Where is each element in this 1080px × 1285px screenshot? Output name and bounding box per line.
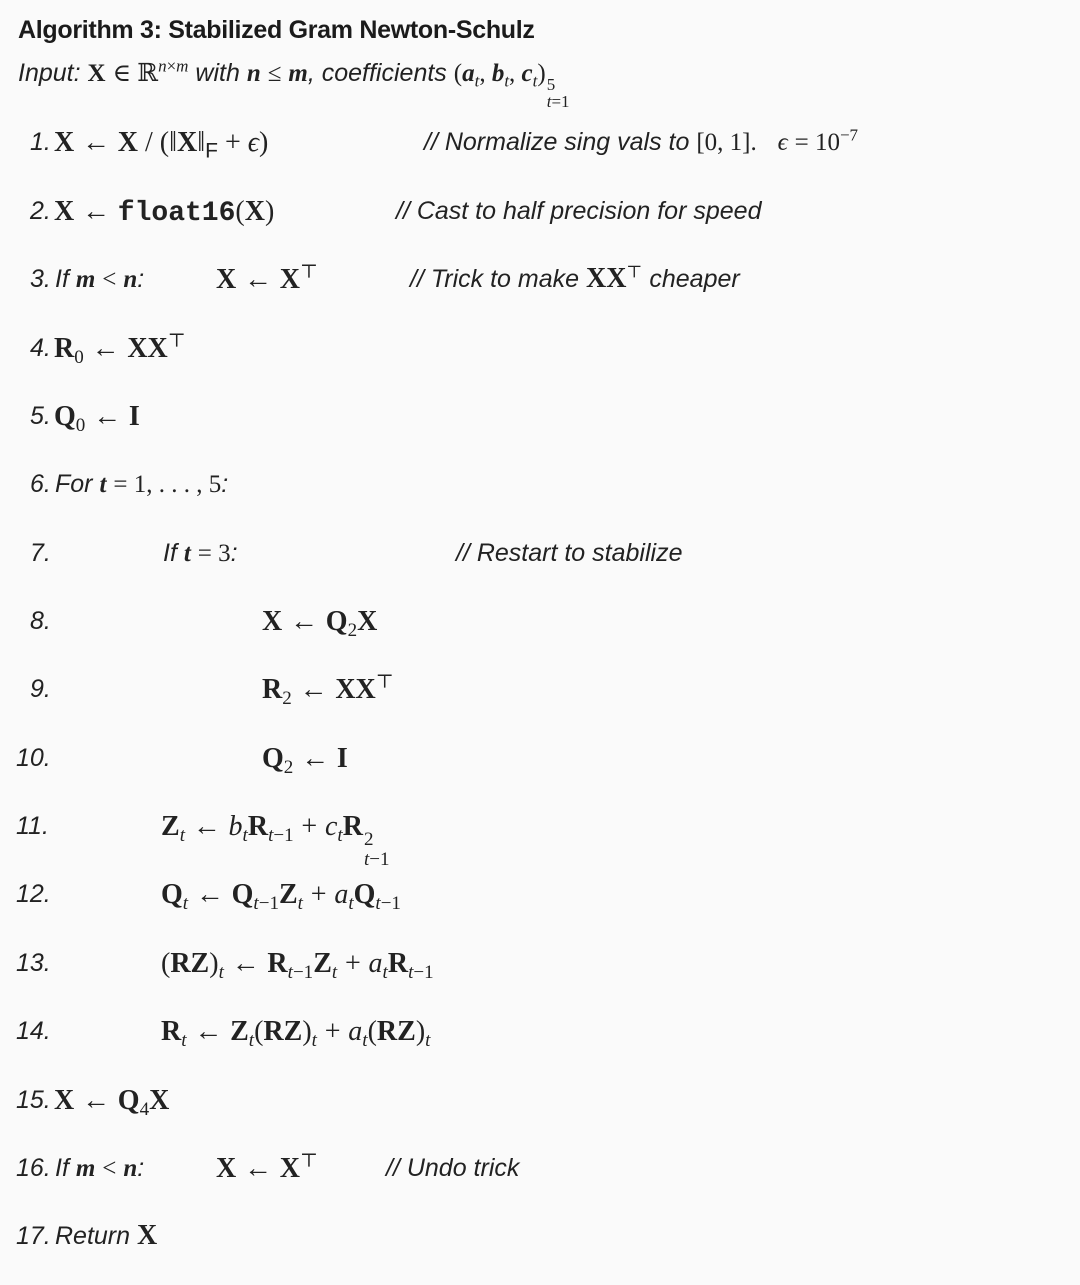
algorithm-title: Algorithm 3: Stabilized Gram Newton-Schulz: [18, 16, 535, 44]
line-number: 17.: [16, 1222, 51, 1250]
step-comment: // Trick to make XX⊤ cheaper: [410, 262, 740, 294]
line-number: 10.: [16, 744, 51, 772]
step-5: 5. $Q_0$ ← I: [0, 396, 1080, 436]
line-number: 16.: [16, 1154, 51, 1182]
step-4: 4. $R_0$ ← XX⊤: [0, 328, 1080, 368]
line-number: 12.: [16, 880, 51, 908]
line-number: 9.: [30, 675, 51, 703]
line-number: 6.: [30, 470, 51, 498]
line-number: 5.: [30, 402, 51, 430]
step-9: 9. $R_2$ ← XX⊤: [0, 669, 1080, 709]
algorithm-input: Input: X ∈ ℝ$^{n\times m}$ with n ≤ m, coefficients ($a_t$, $b_t$, $c_t$) 5 t=1: [18, 56, 570, 112]
input-label: Input:: [18, 59, 81, 87]
line-number: 11.: [16, 812, 49, 840]
step-15: 15. X ← $Q_4X$: [0, 1080, 1080, 1120]
line-number: 4.: [30, 334, 51, 362]
step-17: 17. Return X: [0, 1216, 1080, 1256]
input-with: with: [195, 59, 240, 87]
step-comment: // Cast to half precision for speed: [396, 197, 762, 225]
step-2: 2. X ← float16(X) // Cast to half precision for speed: [0, 191, 1080, 231]
step-comment: // Undo trick: [386, 1154, 520, 1182]
step-comment: // Normalize sing vals to [0, 1]. $\epsilon = 10^{-7}$: [424, 125, 859, 156]
line-number: 7.: [30, 539, 51, 567]
line-number: 1.: [30, 128, 51, 156]
step-1: 1. X ← $X / (‖X‖_F + \epsilon)$ // Normalize sing vals to [0, 1]. $\epsilon = 10^{-7}$: [0, 122, 1080, 162]
step-8: 8. X ← $Q_2X$: [0, 601, 1080, 641]
line-number: 2.: [30, 197, 51, 225]
step-comment: // Restart to stabilize: [456, 539, 683, 567]
step-3: 3. If m < n: X ← X⊤ // Trick to make XX⊤ cheaper: [0, 259, 1080, 299]
line-number: 13.: [16, 949, 51, 977]
line-number: 15.: [16, 1086, 51, 1114]
line-number: 3.: [30, 265, 51, 293]
line-number: 8.: [30, 607, 51, 635]
step-13: 13. $(RZ)_t$ ← $R_{t-1}Z_t + a_tR_{t-1}$: [0, 943, 1080, 983]
step-16: 16. If m < n: X ← X⊤ // Undo trick: [0, 1148, 1080, 1188]
step-11: 11. $Z_t$ ← $b_tR_{t-1} + c_tR$ 2 t−1: [0, 806, 1080, 846]
line-number: 14.: [16, 1017, 51, 1045]
step-7: 7. If t = 3: // Restart to stabilize: [0, 533, 1080, 573]
step-6: 6. For t = 1, . . . , 5:: [0, 464, 1080, 504]
step-12: 12. $Q_t$ ← $Q_{t-1}Z_t + a_tQ_{t-1}$: [0, 874, 1080, 914]
input-coefficients: coefficients: [321, 59, 447, 87]
step-14: 14. $R_t$ ← $Z_t(RZ)_t + a_t(RZ)_t$: [0, 1011, 1080, 1051]
step-10: 10. $Q_2$ ← I: [0, 738, 1080, 778]
